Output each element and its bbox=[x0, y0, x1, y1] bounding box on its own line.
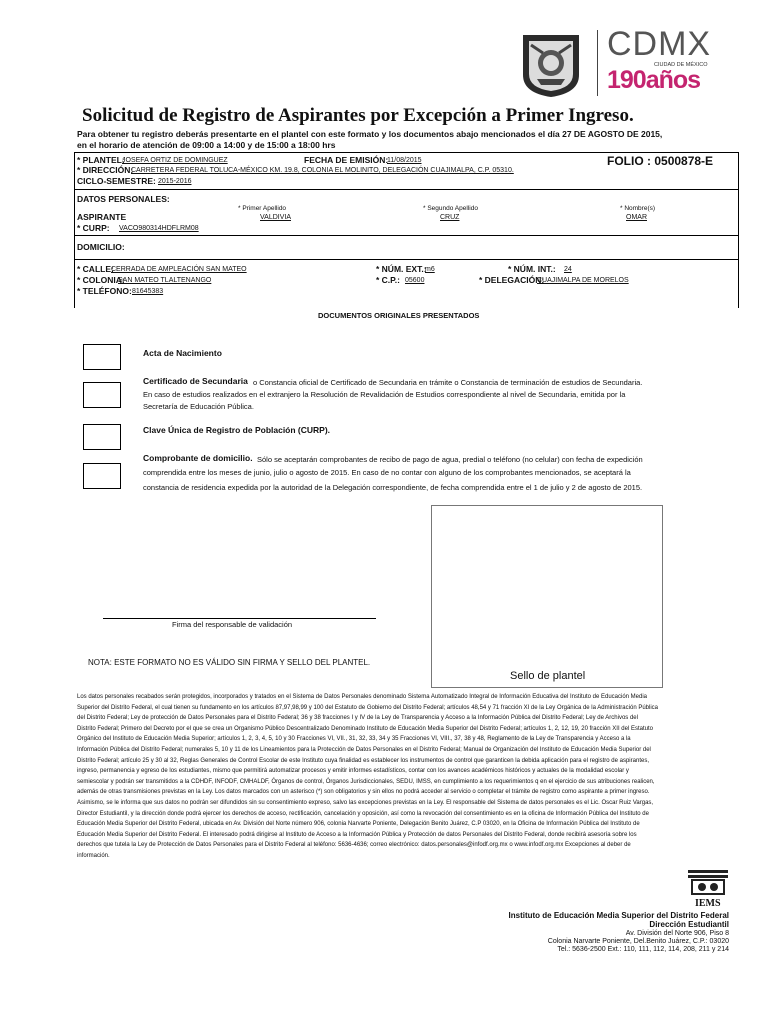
plantel-value: JOSEFA ORTIZ DE DOMINGUEZ bbox=[122, 157, 228, 164]
sello-label: Sello de plantel bbox=[510, 670, 586, 682]
sello-box bbox=[431, 505, 663, 688]
plantel-label: * PLANTEL: bbox=[77, 155, 125, 165]
legal-line: Superior del Distrito Federal, el cual tienen su fundamento en los artículos 87,97,98,99 y 100 del Estatuto de Gobierno del Distrito Federal; artículos 48,54 y 71 fracción XI de la Ley Orgánica de la Administración Pública bbox=[77, 704, 658, 711]
divider-1 bbox=[74, 189, 738, 190]
legal-line: Información Pública del Distrito Federal; numerales 5, 10 y 11 de los Lineamientos para la Protección de Datos Personales en el Distrito Federal; Manual de Organización del Instituto de Educación Media Superior del bbox=[77, 746, 651, 753]
comprobante-checkbox[interactable] bbox=[83, 463, 121, 489]
footer-tel: Tel.: 5636-2500 Ext.: 110, 111, 112, 114, 208, 211 y 214 bbox=[557, 946, 729, 953]
intro-line-2: en el horario de atención de 09:00 a 14:00 y de 15:00 a 18:00 hrs bbox=[77, 140, 336, 150]
calle-value: CERRADA DE AMPLEACIÓN SAN MATEO bbox=[111, 266, 247, 273]
legal-line: del Distrito Federal; Ley de protección de Datos Personales para el Distrito Federal; 36 y 38 fracciones I y IV de la Ley de Transparencia y Acceso a la Información Pública del Distrito Federal; Ley de Archivos del bbox=[77, 715, 638, 722]
col-segundo-apellido: * Segundo Apellido bbox=[423, 205, 478, 212]
doc-acta: Acta de Nacimiento bbox=[143, 348, 222, 358]
datos-personales-label: DATOS PERSONALES: bbox=[77, 194, 170, 204]
colonia-label: * COLONIA: bbox=[77, 275, 125, 285]
legal-line: Asimismo, se le informa que sus datos no podrán ser difundidos sin su consentimiento expreso, salvo las excepciones previstas en la Ley. El responsable del Sistema de datos personales es el Lic. Oscar Ruiz Vargas, bbox=[77, 799, 654, 806]
legal-line: Educación Media Superior del Distrito Federal, ubicada en Av. División del Norte número 906, colonia Narvarte Poniente, Delegación Benito Juárez, C.P 03020, en la Oficina de Información Pública del Instituto de bbox=[77, 821, 640, 828]
iems-text: IEMS bbox=[695, 898, 721, 909]
colonia-value: SAN MATEO TLALTENANGO bbox=[118, 277, 212, 284]
legal-line: además de otras transmisiones previstas en la Ley. Los datos marcados con un asterisco (*) son obligatorios y sin ellos no podrá acceder al servicio o completar el trámite de registro como aspirante a primer ingreso. bbox=[77, 789, 650, 796]
delegacion-label: * DELEGACIÓN: bbox=[479, 275, 545, 285]
fecha-label: FECHA DE EMISIÓN: bbox=[304, 155, 389, 165]
legal-line: Orgánico del Instituto de Educación Media Superior; artículos 1, 2, 3, 4, 5, 10 y 30 Fracciones VI, VII., 31, 32, 33, 34 y 35 Fracciones VI, VIII., 37, 38 y 48, Reglamento de la Ley de Transparencia y Acceso a la bbox=[77, 736, 631, 743]
firma-label: Firma del responsable de validación bbox=[172, 620, 293, 629]
apellido1-value: VALDIVIA bbox=[260, 214, 291, 221]
direccion-label: * DIRECCIÓN: bbox=[77, 165, 134, 175]
certificado-checkbox[interactable] bbox=[83, 382, 121, 408]
nota: NOTA: ESTE FORMATO NO ES VÁLIDO SIN FIRMA Y SELLO DEL PLANTEL. bbox=[88, 658, 371, 667]
documentos-title: DOCUMENTOS ORIGINALES PRESENTADOS bbox=[318, 311, 480, 320]
legal-line: Distrito Federal; Primero del Decreto por el que se crea un Organismo Público Descentralizado Denominado Instituto de Educación Media Superior del Distrito Federal; artículos 1, 2, 12, 19, 20 fracción XII del Estatuto bbox=[77, 725, 653, 732]
legal-line: información. bbox=[77, 852, 110, 859]
col-primer-apellido: * Primer Apellido bbox=[238, 205, 287, 212]
aspirante-label: ASPIRANTE bbox=[77, 212, 127, 222]
folio-label-text: FOLIO : bbox=[607, 154, 651, 168]
divider-3 bbox=[74, 259, 738, 260]
doc-certificado-text-2: En caso de estudios realizados en el extranjero la Resolución de Revalidación de Estudios correspondiente al nivel de Secundaria, emitida por la bbox=[143, 390, 626, 399]
doc-comprobante-text-3: constancia de residencia expedida por la autoridad de la Delegación correspondiente, de fecha comprendida entre el 1 de julio y 2 de agosto de 2015. bbox=[143, 483, 643, 492]
doc-comprobante-text-1: Sólo se aceptarán comprobantes de recibo de pago de agua, predial o teléfono (no celular) con fecha de expedición bbox=[257, 455, 643, 464]
gdf-seal-logo bbox=[517, 29, 585, 99]
cp-value: 05600 bbox=[405, 277, 425, 284]
doc-comprobante-title: Comprobante de domicilio. bbox=[143, 453, 253, 463]
doc-certificado-text-3: Secretaría de Educación Pública. bbox=[143, 402, 254, 411]
legal-line: ingreso, permanencia y egreso de los estudiantes, mismo que permitirá automatizar procesos y emitir informes estadísticos, contar con los avances académicos históricos y actuales de la modalidad escolar y bbox=[77, 768, 629, 775]
ciclo-value: 2015-2016 bbox=[158, 178, 192, 185]
header-divider bbox=[597, 30, 598, 96]
legal-line: derechos que tutela la Ley de Protección de Datos Personales para el Distrito Federal al teléfono: 5636-4636; correo electrónico: datos.personales@infodf.org.mx o www.infodf.org.mx Excepciones al deber de bbox=[77, 842, 631, 849]
col-nombre: * Nombre(s) bbox=[620, 205, 656, 212]
ciudad-text: CIUDAD DE MÉXICO bbox=[654, 62, 708, 68]
legal-line: semiescolar y podrán ser transmitidos a la CDHDF, INFODF, CMHALDF, Órganos de control, Órganos Jurisdiccionales, SEDU, IMSS, en cumplimiento a los requerimientos q en el ejercicio de sus atribuciones realicen, bbox=[77, 778, 655, 785]
num-int-value: 24 bbox=[564, 266, 572, 273]
folio-value: 0500878-E bbox=[654, 154, 714, 168]
doc-comprobante-text-2: comprendida entre los meses de junio, julio o agosto de 2015. En caso de no contar con alguno de los comprobantes mencionados, se aceptará la bbox=[143, 468, 631, 477]
footer-dir: Dirección Estudiantil bbox=[649, 920, 729, 929]
footer-addr-2: Colonia Narvarte Poniente, Del.Benito Juárez, C.P.: 03020 bbox=[547, 938, 729, 945]
folio-label bbox=[607, 154, 713, 168]
curp-label: * CURP: bbox=[77, 223, 110, 233]
anos-text: 190años bbox=[607, 66, 701, 94]
divider-2 bbox=[74, 235, 738, 236]
delegacion-value: CUAJIMALPA DE MORELOS bbox=[537, 277, 629, 284]
curp-value: VACO980314HDFLRM08 bbox=[119, 225, 199, 232]
legal-line: Director Estudiantil, y la dirección donde podrá ejercer los derechos de acceso, rectificación, cancelación y oposición, así como la revocación del consentimiento es en la oficina de Información Pública del Instituto de bbox=[77, 810, 649, 817]
calle-label: * CALLE: bbox=[77, 264, 114, 274]
doc-certificado-title: Certificado de Secundaria bbox=[143, 376, 248, 386]
telefono-value: 81645383 bbox=[132, 288, 164, 295]
cdmx-logo bbox=[607, 25, 711, 64]
num-int-label: * NÚM. INT.: bbox=[508, 264, 556, 274]
telefono-label: * TELÉFONO: bbox=[77, 286, 132, 296]
intro-line-1: Para obtener tu registro deberás presentarte en el plantel con este formato y los documentos abajo mencionados el día 27 DE AGOSTO DE 2015, bbox=[77, 129, 663, 139]
num-ext-value: m6 bbox=[425, 266, 435, 273]
nombre-value: OMAR bbox=[626, 214, 647, 221]
doc-curp: Clave Única de Registro de Población (CURP). bbox=[143, 425, 331, 435]
footer-addr-1: Av. División del Norte 906, Piso 8 bbox=[625, 930, 729, 937]
cp-label: * C.P.: bbox=[376, 275, 400, 285]
legal-line: Educación Media Superior del Distrito Federal. El interesado podrá dirigirse al Instituto de Acceso a la Información Pública y Protección de datos Personales del Distrito Federal, donde recibirá asesoría sobre los bbox=[77, 831, 637, 838]
curp-checkbox[interactable] bbox=[83, 424, 121, 450]
iems-logo-icon bbox=[686, 868, 730, 898]
ciclo-label: CICLO-SEMESTRE: bbox=[77, 176, 156, 186]
num-ext-label: * NÚM. EXT.: bbox=[376, 264, 427, 274]
footer-inst: Instituto de Educación Media Superior del Distrito Federal bbox=[508, 911, 729, 920]
fecha-value: 11/08/2015 bbox=[387, 157, 422, 164]
direccion-value: CARRETERA FEDERAL TOLUCA-MÉXICO KM. 19.8, COLONIA EL MOLINITO, DELEGACIÓN CUAJIMALPA, C.P. 05310. bbox=[131, 167, 514, 174]
firma-line bbox=[103, 618, 376, 619]
legal-text bbox=[77, 692, 658, 862]
doc-certificado-text-1: o Constancia oficial de Certificado de Secundaria en trámite o Constancia de terminación de estudios de Secundaria. bbox=[253, 378, 643, 387]
legal-line: Los datos personales recabados serán protegidos, incorporados y tratados en el Sistema de Datos Personales denominado Sistema Automatizado Integral de Información Educativa del Instituto de Educación Media bbox=[77, 694, 648, 700]
apellido2-value: CRUZ bbox=[440, 214, 460, 221]
page-title: Solicitud de Registro de Aspirantes por Excepción a Primer Ingreso. bbox=[82, 105, 634, 126]
legal-line: Distrito Federal; artículo 25 y 30 al 32, Reglas Generales de Control Escolar de este Instituto cuya finalidad es establecer los instrumentos de control que garanticen la debida aplicación para el registro de aspirantes, bbox=[77, 757, 649, 764]
domicilio-label: DOMICILIO: bbox=[77, 242, 125, 252]
acta-checkbox[interactable] bbox=[83, 344, 121, 370]
cdmx-text: CDMX bbox=[607, 25, 712, 63]
